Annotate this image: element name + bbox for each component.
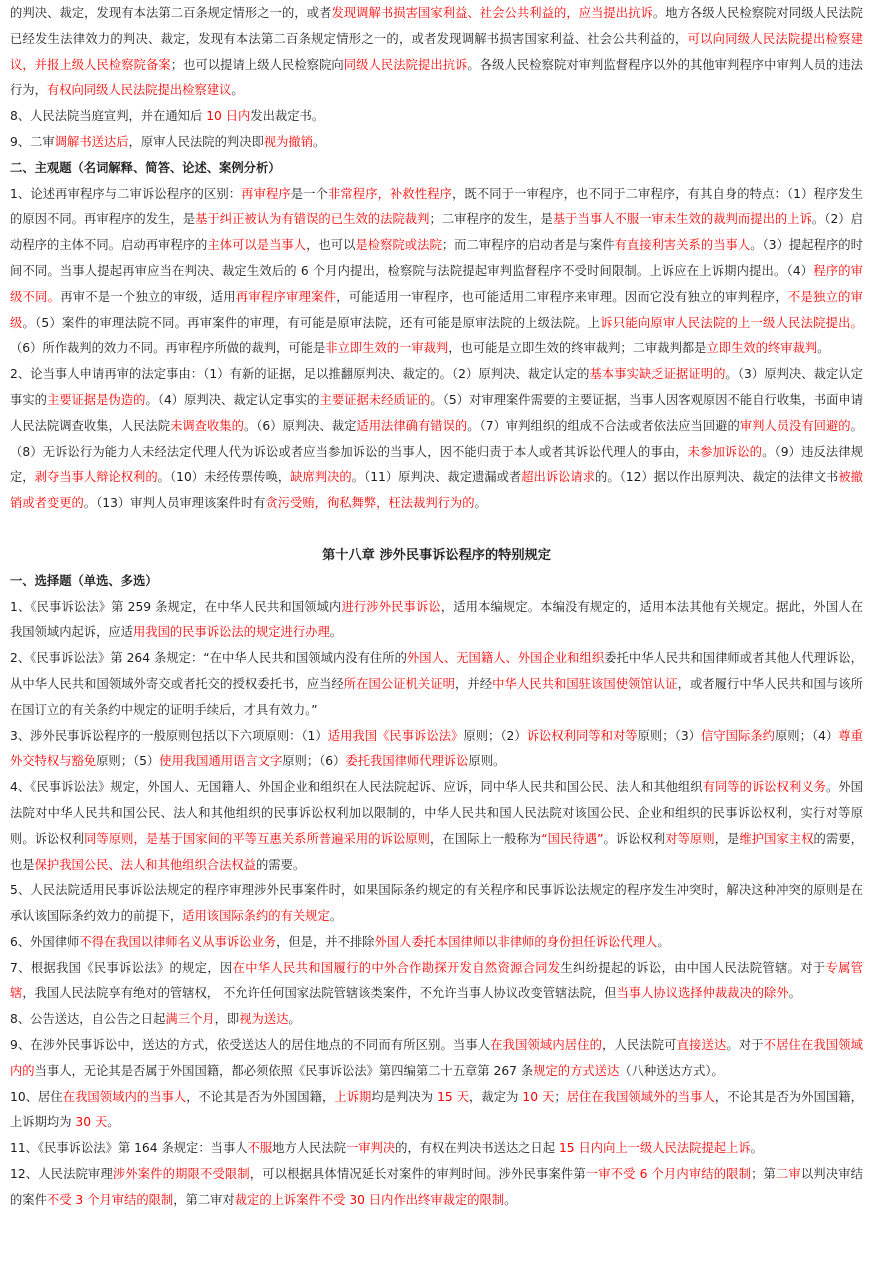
text-segment: 以判决审结的案件 [10, 1167, 863, 1207]
text-segment: 。（3）原判决、裁定认定事实的 [10, 367, 863, 407]
text-segment: 当事人，无论其是否属于外国国籍，都必须依照《民事诉讼法》第四编第二十五章第 267 条 [34, 1063, 534, 1078]
highlighted-text: 用我国的民事诉讼法的规定进行办理 [132, 625, 330, 640]
highlighted-text: 适用法律确有错误的 [356, 418, 468, 433]
text-segment: 地方人民法院 [272, 1141, 346, 1156]
text-segment: ，第二审对 [173, 1192, 235, 1207]
text-segment: 原则；（3） [637, 728, 701, 743]
text-segment: ，不论其是否为外国国籍， [186, 1089, 335, 1104]
highlighted-text: 信守国际条约 [701, 728, 775, 743]
para-procuratorate-supervision [10, 1, 863, 104]
text-segment: 12、人民法院审理 [10, 1167, 113, 1182]
text-segment: 2、论当事人申请再审的法定事由：（1）有新的证据，足以推翻原判决、裁定的。（2）原判决、裁定认定的 [10, 367, 590, 382]
highlighted-text: 适用我国《民事诉讼法》 [327, 728, 464, 743]
text-segment: 。（8）无诉讼行为能力人未经法定代理人代为诉讼或者应当参加诉讼的当事人，因不能归责于本人或者其诉讼代理人的事由， [10, 418, 863, 459]
text-segment: 。（5）对审理案件需要的主要证据，当事人因客观原因不能自行收集，书面申请人民法院调查收集，人民法院 [10, 392, 863, 433]
text-segment: ，也可以 [306, 238, 356, 253]
highlighted-text: 保护我国公民、法人和其他组织合法权益 [34, 857, 256, 872]
highlighted-text: 是检察院或法院 [355, 238, 442, 253]
highlighted-text: 调解书送达后 [54, 134, 129, 149]
choice-9-service-methods [10, 1033, 863, 1085]
text-segment: 。（2）启动程序的主体不同。启动再审程序的 [10, 212, 863, 253]
highlighted-text: 缺席判决的 [290, 470, 352, 485]
highlighted-text: 在中华人民共和国履行的中外合作勘探开发自然资源合同发 [232, 960, 561, 975]
text-segment: 均是判决为 [371, 1089, 438, 1104]
highlighted-text: 直接送达 [676, 1038, 727, 1053]
text-segment: 。（5）案件的审理法院不同。再审案件的审理，有可能是原审法院，还有可能是原审法院的上级法院。上 [22, 315, 601, 330]
highlighted-text: 规定的方式送达 [533, 1063, 620, 1078]
text-segment: 。诉讼权利 [603, 831, 666, 846]
text-segment: ，既不同于一审程序，也不同于二审程序，有其自身的特点：（1）程序发生的原因不同。再审程序的发生，是 [10, 186, 863, 227]
text-segment: 。（11）原判决、裁定遗漏或者 [351, 470, 522, 485]
highlighted-text: 再审程序 [241, 186, 291, 201]
text-segment: 。 [750, 1141, 763, 1156]
choice-1-article-259 [10, 595, 863, 647]
highlighted-text: 15 天 [437, 1089, 470, 1104]
text-segment: ，人民法院可 [602, 1038, 677, 1053]
text-segment: 11、《民事诉讼法》第 164 条规定：当事人 [10, 1141, 248, 1156]
highlighted-text: 一审不受 6 个月内审结的限制 [585, 1167, 752, 1182]
highlighted-text: 诉讼权利同等和对等 [526, 728, 638, 743]
highlighted-text: 未参加诉讼的 [687, 444, 763, 459]
highlighted-text: 不受 3 个月审结的限制 [46, 1192, 174, 1207]
text-segment: 。（6）原判决、裁定 [243, 418, 357, 433]
highlighted-text: 基于当事人不服一审未生效的裁判而提出的上诉 [552, 212, 812, 227]
text-segment: ；二审程序的发生，是 [429, 212, 553, 227]
text-segment: 的需要。 [255, 857, 306, 872]
highlighted-text: 非立即生效的一审裁判 [325, 341, 449, 356]
text-segment: 。 [329, 625, 343, 640]
text-segment: 。 [657, 934, 670, 949]
text-segment: 8、公告送达，自公告之日起 [10, 1012, 166, 1027]
text-segment: ，适用本编规定。本编没有规定的，适用本法其他有关规定。据此，外国人在我国领域内起诉，应适 [10, 599, 863, 640]
text-segment: 6、外国律师 [10, 934, 80, 949]
text-segment: 生纠纷提起的诉讼，由中国人民法院管辖。对于 [560, 960, 826, 975]
highlighted-text: 有直接利害关系的当事人 [614, 238, 751, 253]
choice-7-exclusive-jurisdiction [10, 956, 863, 1008]
text-segment: 。外国法院对中华人民共和国公民、法人和其他组织的民事诉讼权利加以限制的，中华人民共和国人民法院对该国公民、企业和组织的民事诉讼权利，实行对等原则。诉讼权利 [10, 780, 863, 846]
subjective-q1-retrial-vs-appeal [10, 182, 863, 363]
text-segment: ，不论其是否为外国国籍，上诉期均为 [10, 1089, 863, 1130]
highlighted-text: 有权向同级人民法院提出检察建议 [46, 83, 232, 98]
choice-4-equal-litigation-rights [10, 775, 863, 878]
highlighted-text: 居住在我国领域外的当事人 [566, 1089, 715, 1104]
text-segment: 。 [107, 1115, 120, 1130]
highlighted-text: 不是独立的审级 [10, 289, 863, 330]
highlighted-text: 裁定的上诉案件不受 30 日内作出终审裁定的限制 [234, 1192, 505, 1207]
highlighted-text: 外国人委托本国律师以非律师的身份担任诉讼代理人 [374, 934, 658, 949]
highlighted-text: 对等原则 [665, 831, 715, 846]
text-segment: 3、涉外民事诉讼程序的一般原则包括以下六项原则：（1） [10, 728, 328, 743]
text-segment: ，裁定为 [469, 1089, 523, 1104]
text-segment: 。（9）违反法律规定， [10, 444, 863, 485]
choice-11-article-164 [10, 1136, 863, 1162]
highlighted-text: 外国人、无国籍人、外国企业和组织 [406, 651, 605, 666]
text-segment: 1、论述再审程序与二审诉讼程序的区别： [10, 186, 242, 201]
text-segment: 原则；（6） [282, 754, 346, 769]
highlighted-text: 主要证据未经质证的 [319, 392, 431, 407]
subjective-q2-retrial-grounds [10, 362, 863, 517]
text-segment: 再审不是一个独立的审级，适用 [60, 289, 236, 304]
highlighted-text: 涉外案件的期限不受限制 [112, 1167, 250, 1182]
highlighted-text: 诉只能向原审人民法院的上一级人民法院提出。 [600, 315, 863, 330]
choice-10-appeal-periods [10, 1085, 863, 1137]
highlighted-text: 主要证据是伪造的 [46, 392, 146, 407]
text-segment: 。 [329, 909, 343, 924]
choice-3-six-principles [10, 724, 863, 776]
text-segment: 1、《民事诉讼法》第 259 条规定，在中华人民共和国领域内 [10, 599, 342, 614]
highlighted-text: 中华人民共和国驻该国使领馆认证 [492, 676, 678, 691]
text-segment: ，我国人民法院享有绝对的管辖权， 不允许任何国家法院管辖该类案件，不允许当事人协议改变管辖法院，但 [22, 986, 617, 1001]
text-segment: 是一个 [290, 186, 328, 201]
highlighted-text: 不得在我国以律师名义从事诉讼业务 [79, 934, 277, 949]
highlighted-text: 被撤销或者变更的 [10, 470, 863, 511]
text-segment: 。地方各级人民检察院对同级人民法院已经发生法律效力的判决、裁定，发现有本法第二百条规定情形之一的，或者发现调解书损害国家利益、社会公共利益的， [10, 6, 863, 46]
chapter-18-title [10, 543, 863, 569]
highlighted-text: 再审程序审理案件 [235, 289, 337, 304]
heading-choice-questions [10, 569, 863, 595]
text-segment: 。（4）原判决、裁定认定事实的 [145, 392, 320, 407]
highlighted-text: 非常程序，补救性程序 [328, 186, 453, 201]
highlighted-text: 有同等的诉讼权利义务 [702, 780, 826, 795]
text-segment: ； [554, 1089, 567, 1104]
text-segment: （6）所作裁判的效力不同。再审程序所做的裁判，可能是 [10, 341, 326, 356]
text-segment: 4、《民事诉讼法》规定，外国人、无国籍人、外国企业和组织在人民法院起诉、应诉，同中华人民共和国公民、法人和其他组织 [10, 780, 703, 795]
highlighted-text: 维护国家主权 [739, 831, 814, 846]
highlighted-text: “国民待遇” [541, 831, 604, 846]
text-segment: ，但是，并不排除 [276, 934, 375, 949]
text-segment: 二、主观题（名词解释、简答、论述、案例分析） [10, 160, 281, 175]
highlighted-text: 视为撤销 [263, 134, 313, 149]
text-segment: 。 [504, 1192, 517, 1207]
text-segment: 5、人民法院适用民事诉讼法规定的程序审理涉外民事案件时，如果国际条约规定的有关程序和民事诉讼法规定的程序发生冲突时，解决这种冲突的原则是在承认该国际条约效力的前提下， [10, 883, 863, 924]
text-segment: 原则；（5） [96, 754, 160, 769]
highlighted-text: 委托我国律师代理诉讼 [345, 754, 469, 769]
text-segment: 的，有权在判决书送达之日起 [395, 1141, 559, 1156]
highlighted-text: 10 天 [522, 1089, 555, 1104]
highlighted-text: 贪污受贿，徇私舞弊，枉法裁判行为的 [265, 496, 475, 511]
text-segment: 。（13）审判人员审理该案件时有 [83, 496, 266, 511]
text-segment: ，是 [714, 831, 740, 846]
text-segment: （八种送达方式）。 [619, 1063, 724, 1078]
highlighted-text: 立即生效的终审裁判 [706, 341, 818, 356]
text-segment: ，也可能是立即生效的终审裁判；二审裁判都是 [448, 341, 707, 356]
text-segment: 2、《民事诉讼法》第 264 条规定：“在中华人民共和国领域内没有住所的 [10, 651, 407, 666]
highlighted-text: 同等原则，是基于国家间的平等互惠关系所普遍采用的诉讼原则 [84, 831, 431, 846]
text-segment: 。 [313, 134, 326, 149]
text-segment: ；而二审程序的启动者是与案件 [441, 238, 615, 253]
highlighted-text: 不服 [247, 1141, 273, 1156]
text-segment: ，或者履行中华人民共和国与该所在国订立的有关条约中规定的证明手续后，才具有效力。” [10, 676, 863, 717]
text-segment: 的判决、裁定，发现有本法第二百条规定情形之一的，或者 [10, 6, 332, 20]
highlighted-text: 程序的审级不同。 [10, 263, 863, 304]
text-segment: ，原审人民法院的判决即 [128, 134, 264, 149]
highlighted-text: 上诉期 [334, 1089, 372, 1104]
text-segment: 委托中华人民共和国律师或者其他人代理诉讼，从中华人民共和国领域外寄交或者托交的授权委托书，应当经 [10, 651, 863, 691]
text-segment: ；第 [751, 1167, 776, 1182]
text-segment: 9、在涉外民事诉讼中，送达的方式，依受送达人的居住地点的不同而有所区别。当事人 [10, 1038, 491, 1053]
item-8-judgment-pronouncement [10, 104, 863, 130]
highlighted-text: 发现调解书损害国家利益、社会公共利益的，应当提出抗诉 [331, 6, 653, 20]
highlighted-text: 30 天 [75, 1115, 108, 1130]
highlighted-text: 在我国领域内的当事人 [62, 1089, 187, 1104]
choice-12-trial-time-limits [10, 1162, 863, 1214]
text-segment: 。对于 [726, 1038, 764, 1053]
highlighted-text: 同级人民法院提出抗诉 [343, 57, 468, 72]
item-9-mediation-second-instance [10, 130, 863, 156]
highlighted-text: 所在国公证机关证明 [343, 676, 456, 691]
highlighted-text: 进行涉外民事诉讼 [341, 599, 441, 614]
highlighted-text: 10 日内 [206, 109, 251, 124]
text-segment: ，即 [214, 1012, 240, 1027]
highlighted-text: 15 日内向上一级人民法院提起上诉 [558, 1141, 751, 1156]
text-segment: ，在国际上一般称为 [430, 831, 542, 846]
highlighted-text: 满三个月 [165, 1012, 215, 1027]
text-segment: 。 [288, 1012, 301, 1027]
text-segment: 的。（12）据以作出原判决、裁定的法律文书 [595, 470, 839, 485]
highlighted-text: 可以向同级人民法院提出检察建议，并报上级人民检察院备案 [10, 31, 863, 72]
text-segment: 。 [231, 83, 244, 98]
choice-8-service-by-publication [10, 1007, 863, 1033]
highlighted-text: 基于纠正被认为有错误的已生效的法院裁判 [195, 212, 430, 227]
choice-2-article-264 [10, 646, 863, 723]
text-segment: 8、人民法院当庭宣判，并在通知后 [10, 109, 207, 124]
text-segment: 。 [788, 986, 801, 1001]
highlighted-text: 剥夺当事人辩论权利的 [34, 470, 158, 485]
text-segment: ，可以根据具体情况延长对案件的审判时间。涉外民事案件第 [249, 1167, 586, 1182]
highlighted-text: 审判人员没有回避的 [739, 418, 851, 433]
text-segment: 发出裁定书。 [250, 109, 325, 124]
text-segment: 。 [474, 496, 487, 511]
text-segment: 的需要，也是 [10, 831, 863, 872]
highlighted-text: 尊重外交特权与豁免 [10, 728, 863, 769]
highlighted-text: 二审 [775, 1167, 801, 1182]
highlighted-text: 当事人协议选择仲裁裁决的除外 [616, 986, 789, 1001]
highlighted-text: 超出诉讼请求 [521, 470, 596, 485]
text-segment: 。 [817, 341, 830, 356]
highlighted-text: 未调查收集的 [170, 418, 244, 433]
text-segment: 10、居住 [10, 1089, 63, 1104]
text-segment: ，可能适用一审程序，也可能适用二审程序来审理。因而它没有独立的审判程序， [336, 289, 788, 304]
highlighted-text: 使用我国通用语言文字 [159, 754, 283, 769]
text-segment: 原则；（4） [774, 728, 839, 743]
highlighted-text: 不居住在我国领域内的 [10, 1038, 863, 1078]
text-segment: 。各级人民检察院对审判监督程序以外的其他审判程序中审判人员的违法行为， [10, 57, 863, 98]
text-segment: 7、根据我国《民事诉讼法》的规定，因 [10, 960, 233, 975]
choice-5-treaty-conflict [10, 878, 863, 930]
text-segment: 9、二审 [10, 134, 55, 149]
text-segment: 。（10）未经传票传唤， [157, 470, 291, 485]
choice-6-foreign-lawyers [10, 930, 863, 956]
text-segment: 原则；（2） [463, 728, 527, 743]
text-segment: 。（7）审判组织的组成不合法或者依法应当回避的 [467, 418, 740, 433]
highlighted-text: 视为送达 [239, 1012, 289, 1027]
text-segment: 原则。 [468, 754, 506, 769]
text-segment: ；也可以提请上级人民检察院向 [170, 57, 344, 72]
text-segment: ，并经 [455, 676, 493, 691]
highlighted-text: 专属管辖 [10, 960, 863, 1001]
text-segment: 。（3）提起程序的时间不同。当事人提起再审应当在判决、裁定生效后的 6 个月内提出，检察院与法院提起审判监督程序不受时间限制。上诉应在上诉期内提出。（4） [10, 238, 863, 278]
heading-subjective-questions [10, 156, 863, 182]
highlighted-text: 主体可以是当事人 [207, 238, 307, 253]
highlighted-text: 基本事实缺乏证据证明的 [589, 367, 726, 382]
text-segment: 第十八章 涉外民事诉讼程序的特别规定 [322, 547, 551, 563]
highlighted-text: 适用该国际条约的有关规定 [182, 909, 330, 924]
highlighted-text: 在我国领域内居住的 [490, 1038, 603, 1053]
highlighted-text: 一审判决 [345, 1141, 396, 1156]
text-segment: 一、选择题（单选、多选） [10, 573, 158, 588]
